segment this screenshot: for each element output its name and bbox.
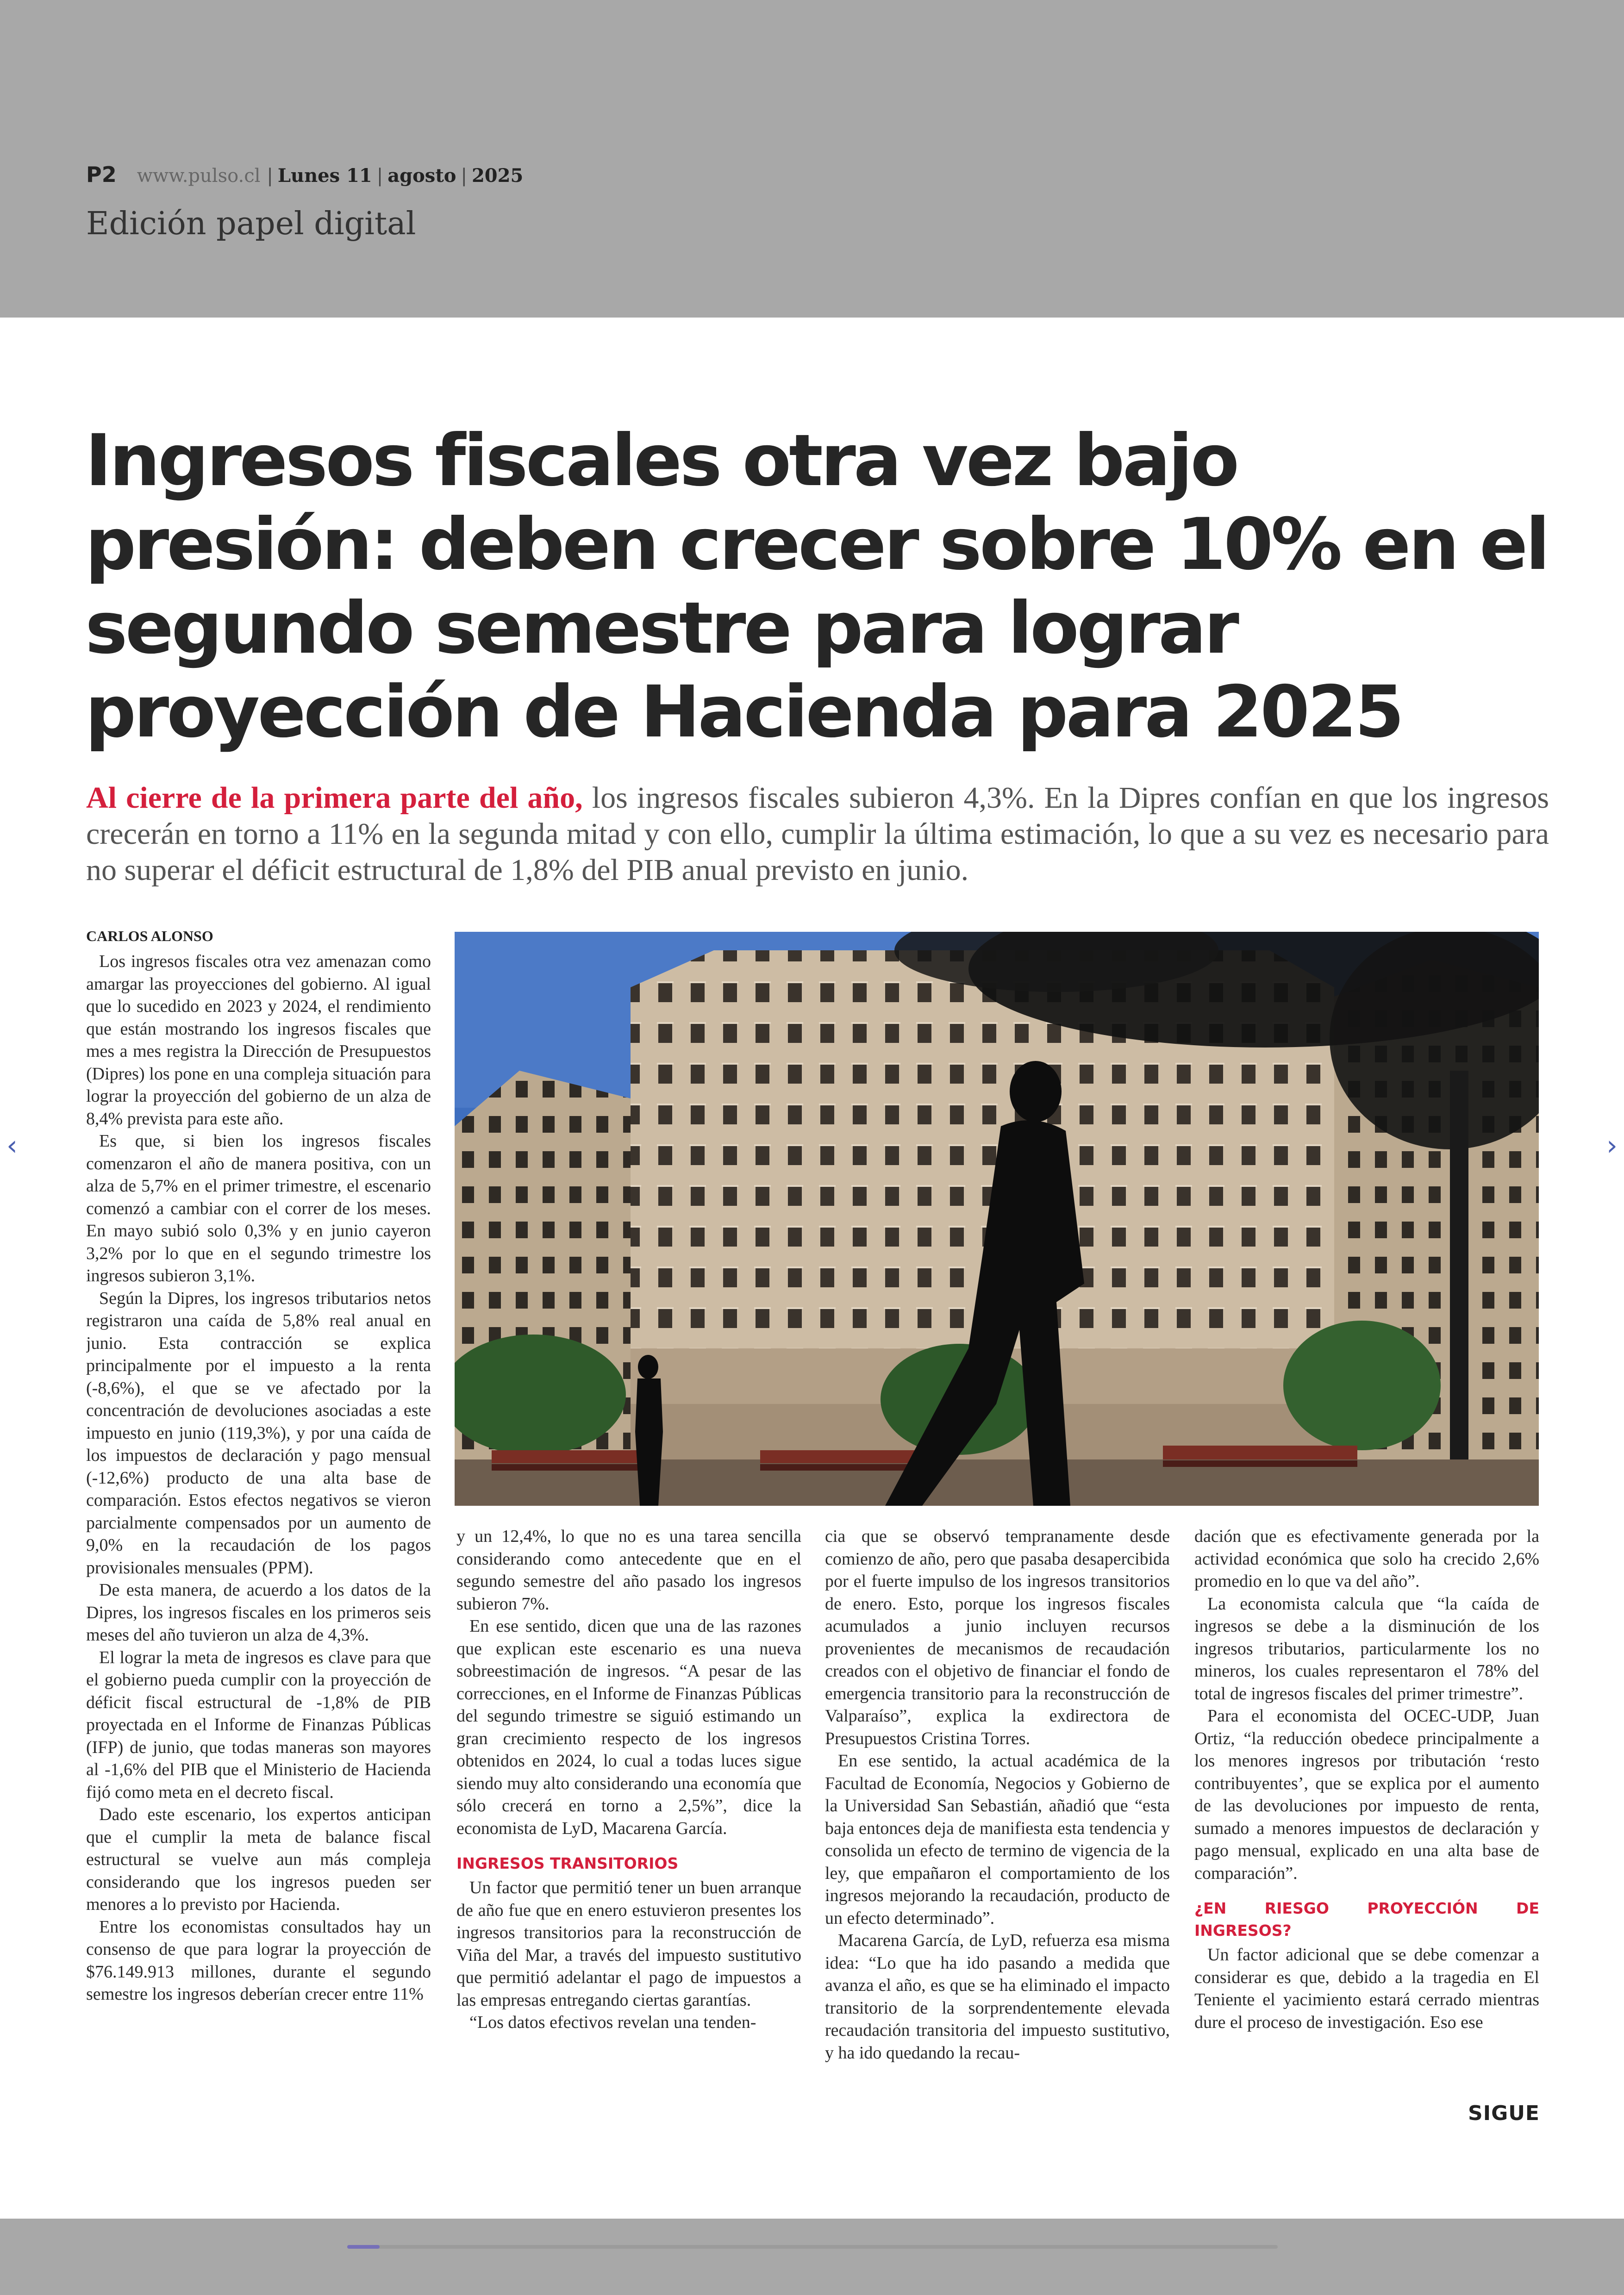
page-progress-fill [347,2245,380,2249]
paragraph: “Los datos efectivos revelan una tenden- [469,2013,756,2032]
paragraph: Según la Dipres, los ingresos tributarios netos registraron una caída de 5,8% real anual en junio. Esta contracción se explica principalmente por el impuesto a la renta (-8,6%), el que se ve afectado por la concentración de devoluciones asociadas a este impuesto en junio (119,3%), y por una caída de los impuestos de declaración y pago mensual (-12,6%) producto de una alta base de comparación. Estos efectos negativos se vieron parcialmente compensados por un aumento de 9,0% en la recaudación de los pagos provisionales mensuales (PPM). [86,1288,431,1578]
article-headline: Ingresos fiscales otra vez bajo presión: deben crecer sobre 10% en el segundo semestre para lograr proyección de Hacienda para 2025 [85,419,1548,754]
article-photo [455,932,1539,1506]
paragraph: En ese sentido, dicen que una de las razones que explican este escenario es una nueva sobreestimación de ingresos. “A pesar de las correcciones, en el Informe de Finanzas Públicas del segundo trimestre se siguió estimando un gran crecimiento respecto de los ingresos obtenidos en 2024, lo cual a todas luces sigue siendo muy alto considerando una economía que sólo crecerá en torno a 2,5%”, dice la economista de LyD, Macarena García. [456,1616,801,1838]
paragraph: Un factor adicional que se debe comenzar a considerar es que, debido a la tragedia en El Teniente el yacimiento estará cerrado mientras dure el proceso de investigación. Eso ese [1194,1945,1539,2032]
byline: CARLOS ALONSO [86,928,213,944]
date-day: Lunes 11 [277,165,372,187]
reader-top-bar [0,0,1624,318]
paragraph: y un 12,4%, lo que no es una tarea sencilla considerando como antecedente que en el segundo semestre del año pasado los ingresos subieron 7%. [456,1527,801,1614]
continue-label: SIGUE [1468,2102,1540,2125]
edition-label: Edición papel digital [86,206,416,242]
section-heading: INGRESOS TRANSITORIOS [456,1854,679,1872]
lead-highlight: Al cierre de la primera parte del año, [86,781,583,815]
paragraph: Macarena García, de LyD, refuerza esa misma idea: “Lo que ha ido pasando a medida que avanza el año, es que se ha eliminado el impacto transitorio de la sorprendentemente elevada recaudación transitoria del impuesto sustitutivo, y ha ido quedando la recau- [825,1931,1170,2063]
date-year: 2025 [471,165,524,187]
paragraph: dación que es efectivamente generada por la actividad económica que solo ha crecido 2,6% promedio en lo que va del año”. [1194,1527,1539,1591]
date-month: agosto [387,165,456,187]
paragraph: Dado este escenario, los expertos anticipan que el cumplir la meta de balance fiscal estructural se vuelve aun más compleja considerando que los ingresos pueden ser menores a lo previsto por Hacienda. [86,1805,431,1914]
article-column-1 [86,950,431,2131]
article-lead [86,780,1549,888]
site-url: www.pulso.cl [137,165,261,187]
article-column-3 [825,1525,1170,2127]
section-heading: ¿EN RIESGO PROYECCIÓN DE INGRESOS? [1194,1899,1539,1940]
page-meta: P2 www.pulso.cl | Lunes 11 | agosto | 2025 [86,162,524,187]
article-column-4 [1194,1525,1539,2053]
paragraph: Los ingresos fiscales otra vez amenazan como amargar las proyecciones del gobierno. Al igual que lo sucedido en 2023 y 2024, el rendimiento que están mostrando los ingresos fiscales que mes a mes registra la Dirección de Presupuestos (Dipres) los pone en una compleja situación para lograr la proyección del gobierno de un alza de 8,4% prevista para este año. [86,952,431,1129]
paragraph: Un factor que permitió tener un buen arranque de año fue que en enero estuvieron presentes los ingresos transitorios para la reconstrucción de Viña del Mar, a través del impuesto sustitutivo que permitió adelantar el pago de impuestos a las empresas entregando ciertas garantías. [456,1878,801,2010]
paragraph: Para el economista del OCEC-UDP, Juan Ortiz, “la reducción obedece principalmente a los menores ingresos por tributación ‘resto contribuyentes’, que se explica por el aumento de las devoluciones por impuesto de renta, sumado a menores impuestos de declaración y pago mensual, explicado en una alta base de comparación”. [1194,1706,1539,1883]
building-street-photo [455,932,1539,1506]
article-column-2 [456,1525,801,2127]
paragraph: cia que se observó tempranamente desde comienzo de año, pero que pasaba desapercibida por el fuerte impulso de los ingresos transitorios de enero. Esto, porque los ingresos fiscales acumulados a junio incluyen recursos provenientes de mecanismos de recaudación creados con el objetivo de financiar el fondo de emergencia transitorio para la reconstrucción de Valparaíso”, explica la exdirectora de Presupuestos Cristina Torres. [825,1527,1170,1748]
paragraph: El lograr la meta de ingresos es clave para que el gobierno pueda cumplir con la proyección de déficit fiscal estructural de -1,8% de PIB proyectada en el Informe de Finanzas Públicas (IFP) de junio, que todas maneras son mayores al -1,6% del PIB que el Ministerio de Hacienda fijó como meta en el decreto fiscal. [86,1647,431,1802]
page-number: P2 [86,162,117,187]
paragraph: Entre los economistas consultados hay un consenso de que para lograr la proyección de $76.149.913 millones, durante el segundo semestre los ingresos deberían crecer entre 11% [86,1917,431,2004]
reader-bottom-bar [0,2219,1624,2295]
chevron-left-icon[interactable]: ‹ [6,1129,18,1162]
paragraph: Es que, si bien los ingresos fiscales comenzaron el año de manera positiva, con un alza de 5,7% en el primer trimestre, el escenario comenzó a cambiar con el correr de los meses. En mayo subió solo 0,3% y en junio cayeron 3,2% por lo que en el segundo trimestre los ingresos subieron 3,1%. [86,1131,431,1285]
chevron-right-icon[interactable]: › [1606,1129,1618,1162]
paragraph: La economista calcula que “la caída de ingresos se debe a la disminución de los ingresos tributarios, particularmente los no mineros, los cuales representaron el 78% del total de ingresos fiscales del primer trimestre”. [1194,1594,1539,1703]
page-progress-bar[interactable] [347,2245,1278,2249]
lead-text: los ingresos fiscales subieron 4,3%. En la Dipres confían en que los ingresos crecerán en torno a 11% en la segunda mitad y con ello, cumplir la última estimación, lo que a su vez es necesario para no superar el déficit estructural de 1,8% del PIB anual previsto en junio. [86,781,1549,887]
paragraph: En ese sentido, la actual académica de la Facultad de Economía, Negocios y Gobierno de la Universidad San Sebastián, añadió que “esta baja entonces deja de manifiesta esta tendencia y consolida un efecto de termino de vigencia de la ley, que empañaron el comportamiento de los ingresos mejorando la recaudación, producto de un efecto determinado”. [825,1751,1170,1928]
paragraph: De esta manera, de acuerdo a los datos de la Dipres, los ingresos fiscales en los primeros seis meses del año tuvieron un alza de 4,3%. [86,1580,431,1645]
